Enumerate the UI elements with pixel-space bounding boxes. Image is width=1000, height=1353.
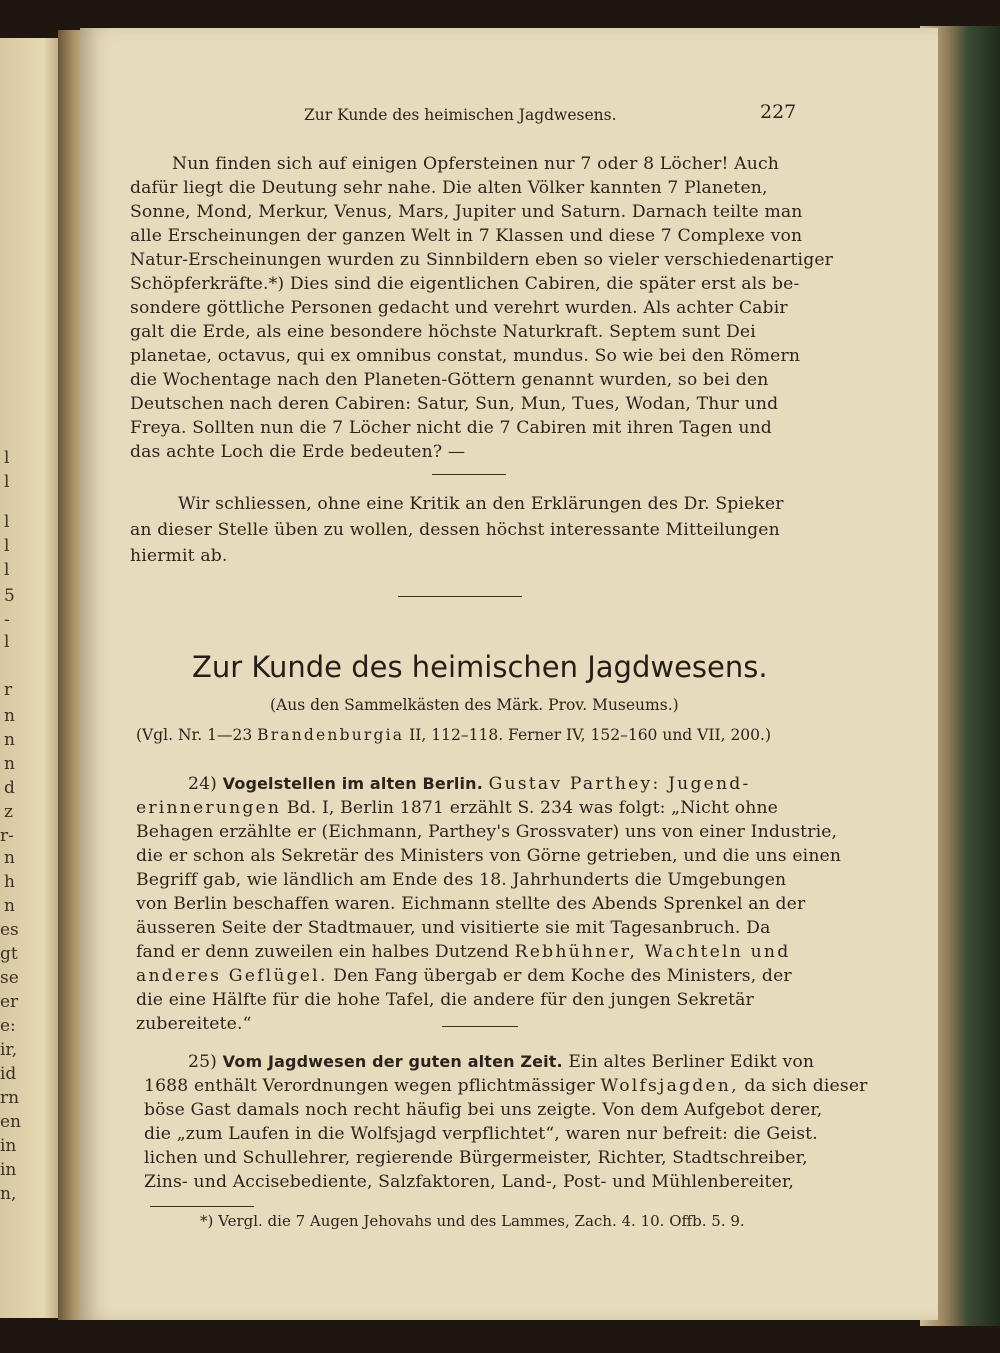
- text-run: Den Fang übergab er dem Koche des Ministers, der: [327, 966, 792, 986]
- text-line: alle Erscheinungen der ganzen Welt in 7 Klassen und diese 7 Complexe von: [130, 226, 803, 246]
- facing-page-fragment: gt: [0, 944, 18, 964]
- text-line: hiermit ab.: [130, 546, 228, 566]
- facing-page-fragment: h: [4, 872, 15, 892]
- facing-page-fragment: es: [0, 920, 19, 940]
- text-line: von Berlin beschaffen waren. Eichmann stellte des Abends Sprenkel an der: [136, 894, 806, 914]
- text-line: [136, 942, 790, 962]
- text-line: Sonne, Mond, Merkur, Venus, Mars, Jupiter und Saturn. Darnach teilte man: [130, 202, 803, 222]
- text-line: böse Gast damals noch recht häufig bei uns zeigte. Von dem Aufgebot derer,: [144, 1100, 823, 1120]
- text-line: galt die Erde, als eine besondere höchste Naturkraft. Septem sunt Dei: [130, 322, 756, 342]
- facing-page-fragment: n: [4, 706, 15, 726]
- text-line: das achte Loch die Erde bedeuten? —: [130, 442, 466, 462]
- facing-page-fragment: l: [4, 472, 10, 492]
- text-line: Behagen erzählte er (Eichmann, Parthey's Grossvater) uns von einer Industrie,: [136, 822, 838, 842]
- text-run: fand er denn zuweilen ein halbes Dutzend: [136, 942, 515, 962]
- facing-page-fragment: in: [0, 1160, 17, 1180]
- facing-page-fragment: l: [4, 560, 10, 580]
- spaced-text: anderes Geflügel.: [136, 966, 328, 986]
- facing-page-fragment: r: [4, 680, 13, 700]
- facing-page-fragment: se: [0, 968, 19, 988]
- text-run: 1688 enthält Verordnungen wegen pflichtmässiger: [144, 1076, 601, 1096]
- spaced-text: erinnerungen: [136, 798, 282, 818]
- facing-page-fragment: r-: [0, 826, 14, 846]
- text-run: Bd. I, Berlin 1871 erzählt S. 234 was folgt: „Nicht ohne: [281, 798, 779, 818]
- text-line: Nun finden sich auf einigen Opfersteinen nur 7 oder 8 Löcher! Auch: [172, 154, 779, 174]
- text-line: lichen und Schullehrer, regierende Bürgermeister, Richter, Stadtschreiber,: [144, 1148, 808, 1168]
- facing-page-fragment: 5: [4, 586, 15, 606]
- section-title: Zur Kunde des heimischen Jagdwesens.: [192, 650, 768, 684]
- facing-page-fragment: n: [4, 730, 15, 750]
- text-line: [144, 1076, 868, 1096]
- entry-first-line: [188, 774, 751, 794]
- spaced-text: Wolfsjagden,: [600, 1076, 739, 1096]
- ref-spaced-text: Brandenburgia: [257, 726, 405, 744]
- entry-heading: Vogelstellen im alten Berlin.: [222, 774, 483, 793]
- facing-page-fragment: n: [4, 754, 15, 774]
- text-run: da sich dieser: [738, 1076, 868, 1096]
- entry-number: 25): [188, 1052, 218, 1072]
- text-line: Deutschen nach deren Cabiren: Satur, Sun, Mun, Tues, Wodan, Thur und: [130, 394, 779, 414]
- footnote-rule: [150, 1206, 254, 1207]
- text-run: Ein altes Berliner Edikt von: [562, 1052, 815, 1072]
- facing-page-fragment: l: [4, 536, 10, 556]
- facing-page-fragment: n,: [0, 1184, 17, 1204]
- facing-page-fragment: en: [0, 1112, 22, 1132]
- divider: [442, 1026, 518, 1027]
- book-page: [80, 28, 938, 1320]
- divider: [432, 474, 506, 475]
- facing-page-fragment: d: [4, 778, 15, 798]
- ref-text: II, 112–118. Ferner IV, 152–160 und VII, 200.): [404, 726, 772, 744]
- text-line: [136, 966, 792, 986]
- page-number: 227: [760, 101, 797, 123]
- text-line: äusseren Seite der Stadtmauer, und visitierte sie mit Tagesanbruch. Da: [136, 918, 771, 938]
- facing-page-fragment: l: [4, 448, 10, 468]
- spaced-text: Rebhühner, Wachteln und: [514, 942, 791, 962]
- entry-first-line: [188, 1052, 814, 1072]
- text-line: Wir schliessen, ohne eine Kritik an den Erklärungen des Dr. Spieker: [178, 494, 784, 514]
- text-line: planetae, octavus, qui ex omnibus constat, mundus. So wie bei den Römern: [130, 346, 801, 366]
- facing-page-fragment: -: [4, 610, 10, 630]
- text-line: Begriff gab, wie ländlich am Ende des 18. Jahrhunderts die Umgebungen: [136, 870, 787, 890]
- text-line: die Wochentage nach den Planeten-Göttern genannt wurden, so bei den: [130, 370, 769, 390]
- text-line: Zins- und Accisebediente, Salzfaktoren, Land-, Post- und Mühlenbereiter,: [144, 1172, 794, 1192]
- facing-page-fragment: n: [4, 896, 15, 916]
- facing-page-fragment: l: [4, 632, 10, 652]
- entry-number: 24): [188, 774, 218, 794]
- text-line: zubereitete.“: [136, 1014, 252, 1034]
- facing-page-fragment: l: [4, 512, 10, 532]
- running-head: Zur Kunde des heimischen Jagdwesens.: [304, 106, 617, 124]
- footnote: *) Vergl. die 7 Augen Jehovahs und des Lammes, Zach. 4. 10. Offb. 5. 9.: [200, 1212, 745, 1230]
- text-line: [136, 798, 778, 818]
- text-line: an dieser Stelle üben zu wollen, dessen höchst interessante Mitteilungen: [130, 520, 780, 540]
- text-line: Natur-Erscheinungen wurden zu Sinnbildern eben so vieler verschiedenartiger: [130, 250, 834, 270]
- facing-page-edge: [0, 38, 62, 1318]
- facing-page-fragment: er: [0, 992, 19, 1012]
- entry-author: Gustav Parthey: Jugend-: [488, 774, 751, 794]
- facing-page-fragment: in: [0, 1136, 17, 1156]
- text-line: die er schon als Sekretär des Ministers von Görne getrieben, und die uns einen: [136, 846, 842, 866]
- facing-page-fragment: id: [0, 1064, 17, 1084]
- facing-page-fragment: ir,: [0, 1040, 18, 1060]
- text-line: Freya. Sollten nun die 7 Löcher nicht die 7 Cabiren mit ihren Tagen und: [130, 418, 772, 438]
- facing-page-fragment: z: [4, 802, 13, 822]
- section-divider: [398, 596, 522, 597]
- facing-page-fragment: e:: [0, 1016, 16, 1036]
- text-line: sondere göttliche Personen gedacht und verehrt wurden. Als achter Cabir: [130, 298, 788, 318]
- section-subtitle: (Aus den Sammelkästen des Märk. Prov. Museums.): [270, 696, 679, 714]
- facing-page-fragment: rn: [0, 1088, 20, 1108]
- entry-heading: Vom Jagdwesen der guten alten Zeit.: [222, 1052, 563, 1071]
- text-line: die „zum Laufen in die Wolfsjagd verpflichtet“, waren nur befreit: die Geist.: [144, 1124, 818, 1144]
- facing-page-fragment: n: [4, 848, 15, 868]
- text-line: dafür liegt die Deutung sehr nahe. Die alten Völker kannten 7 Planeten,: [130, 178, 768, 198]
- section-reference: [136, 726, 771, 744]
- text-line: die eine Hälfte für die hohe Tafel, die andere für den jungen Sekretär: [136, 990, 754, 1010]
- ref-text: (Vgl. Nr. 1—23: [136, 726, 258, 744]
- text-line: Schöpferkräfte.*) Dies sind die eigentlichen Cabiren, die später erst als be-: [130, 274, 800, 294]
